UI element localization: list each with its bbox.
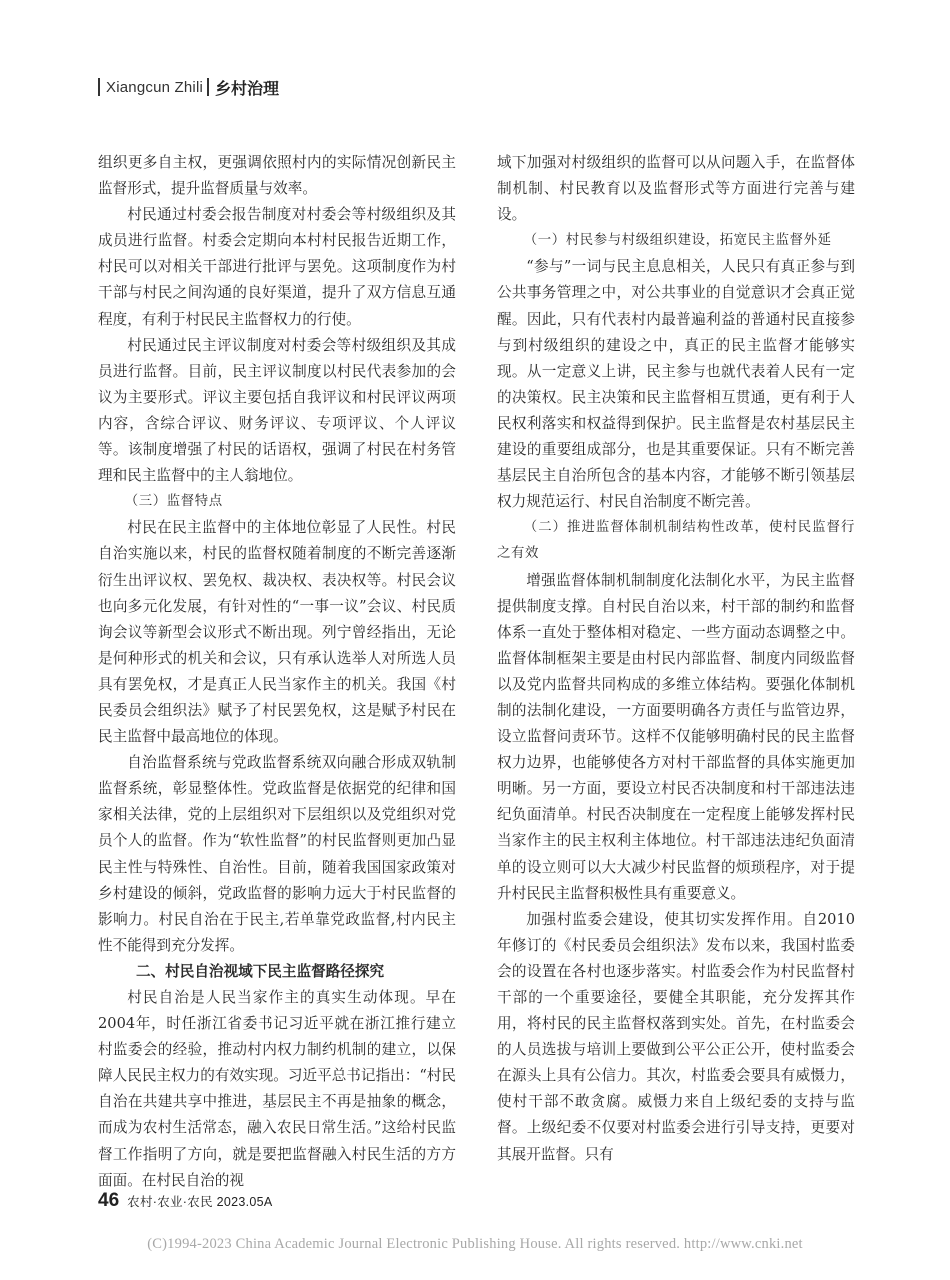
header-series-zh: 乡村治理 — [215, 80, 280, 98]
paragraph: 组织更多自主权，更强调依照村内的实际情况创新民主监督形式，提升监督质量与效率。 — [98, 154, 456, 198]
paragraph: 增强监督体制机制制度化法制化水平，为民主监督提供制度支撑。自村民自治以来，村干部的制约和监督体系一直处于整体相对稳定、一些方面动态调整之中。监督体制框架主要是由村民内部监督、制度内同级监督以及党内监督共同构成的多维立体结构。要强化体制机制的法制化建设，一方面要明确各方责任与监管边界，设立监督问责环节。这样不仅能够明确村民的民主监督权力边界，也能够使各方对村干部监督的具体实施更加明晰。另一方面，要设立村民否决制度和村干部违法违纪负面清单。村民否决制度在一定程度上能够发挥村民当家作主的民主权利主体地位。村干部违法违纪负面清单的设立则可以大大减少村民监督的烦琐程序，对于提升村民民主监督积极性具有重要意义。 — [497, 571, 855, 902]
subsection-heading: （二）推进监督体制机制结构性改革，使村民监督行之有效 — [497, 520, 855, 562]
paragraph: 加强村监委会建设，使其切实发挥作用。自2010年修订的《村民委员会组织法》发布以来，我国村监委会的设置在各村也逐步落实。村监委会作为村民监督村干部的一个重要途径，要健全其职能，充分发挥其作用，将村民的民主监督权落到实处。首先，在村监委会的人员选拔与培训上要做到公平公正公开，使村监委会在源头上具有公信力。其次，村监委会要具有威慑力，使村干部不敢贪腐。威慑力来自上级纪委的支持与监督。上级纪委不仅要对村监委会进行引导支持，更要对其展开监督。只有 — [497, 910, 855, 1163]
header-divider — [207, 78, 209, 96]
page-number: 46 — [98, 1190, 120, 1211]
subsection-heading: （三）监督特点 — [124, 494, 223, 510]
paragraph: 自治监督系统与党政监督系统双向融合形成双轨制监督系统，彰显整体性。党政监督是依据党的纪律和国家相关法律，党的上层组织对下层组织以及党组织对党员个人的监督。作为“软性监督”的村民监督则更加凸显民主性与特殊性、自治性。目前，随着我国国家政策对乡村建设的倾斜，党政监督的影响力远大于村民监督的影响力。村民自治在于民主,若单靠党政监督,村内民主性不能得到充分发挥。 — [98, 754, 456, 954]
copyright-notice: (C)1994-2023 China Academic Journal Electronic Publishing House. All rights reserved. http://www.cnki.net — [147, 1236, 803, 1252]
left-column — [98, 150, 456, 1194]
section-heading: 二、村民自治视域下民主监督路径探究 — [135, 962, 385, 980]
paragraph: “参与”一词与民主息息相关，人民只有真正参与到公共事务管理之中，对公共事业的自觉意识才会真正觉醒。因此，只有代表村内最普遍利益的普通村民直接参与到村级组织的建设之中，真正的民主监督才能够实现。从一定意义上讲，民主参与也就代表着人民有一定的决策权。民主决策和民主监督相互贯通，更有利于人民权利落实和权益得到保护。民主监督是农村基层民主建设的重要组成部分，也是其重要保证。只有不断完善基层民主自治所包含的基本内容，才能够不断引领基层权力规范运行、村民自治制度不断完善。 — [497, 258, 855, 511]
paragraph: 村民自治是人民当家作主的真实生动体现。早在2004年，时任浙江省委书记习近平就在浙江推行建立村监委会的经验，推动村内权力制约机制的建立，以保障人民民主权力的有效实现。习近平总书记指出：“村民自治在共建共享中推进，基层民主不再是抽象的概念，而成为农村生活常态，融入农民日常生活。”这给村民监督工作指明了方向，就是要把监督融入村民生活的方方面面。在村民自治的视 — [98, 989, 456, 1189]
page-footer — [98, 1190, 273, 1212]
paragraph: 村民在民主监督中的主体地位彰显了人民性。村民自治实施以来，村民的监督权随着制度的不断完善逐渐衍生出评议权、罢免权、裁决权、表决权等。村民会议也向多元化发展，有针对性的“一事一议”会议、村民质询会议等新型会议形式不断出现。列宁曾经指出，无论是何种形式的机关和会议，只有承认选举人对所选人员具有罢免权，才是真正人民当家作主的机关。我国《村民委员会组织法》赋予了村民罢免权，这是赋予村民在民主监督中最高地位的体现。 — [98, 519, 456, 746]
running-header — [98, 76, 279, 98]
journal-issue: 农村·农业·农民 2023.05A — [127, 1195, 273, 1209]
header-series-en: Xiangcun Zhili — [106, 78, 204, 96]
subsection-heading: （一）村民参与村级组织建设，拓宽民主监督外延 — [523, 233, 832, 249]
paragraph: 村民通过村委会报告制度对村委会等村级组织及其成员进行监督。村委会定期向本村村民报告近期工作，村民可以对相关干部进行批评与罢免。这项制度作为村干部与村民之间沟通的良好渠道，提升了双方信息互通程度，有利于村民民主监督权力的行使。 — [98, 206, 456, 328]
paragraph: 域下加强对村级组织的监督可以从问题入手，在监督体制机制、村民教育以及监督形式等方面进行完善与建设。 — [497, 154, 855, 224]
paragraph: 村民通过民主评议制度对村委会等村级组织及其成员进行监督。目前，民主评议制度以村民代表参加的会议为主要形式。评议主要包括自我评议和村民评议两项内容，含综合评议、财务评议、专项评议、个人评议等。该制度增强了村民的话语权，强调了村民在村务管理和民主监督中的主人翁地位。 — [98, 336, 456, 485]
right-column — [497, 150, 855, 1168]
header-divider — [98, 78, 100, 96]
